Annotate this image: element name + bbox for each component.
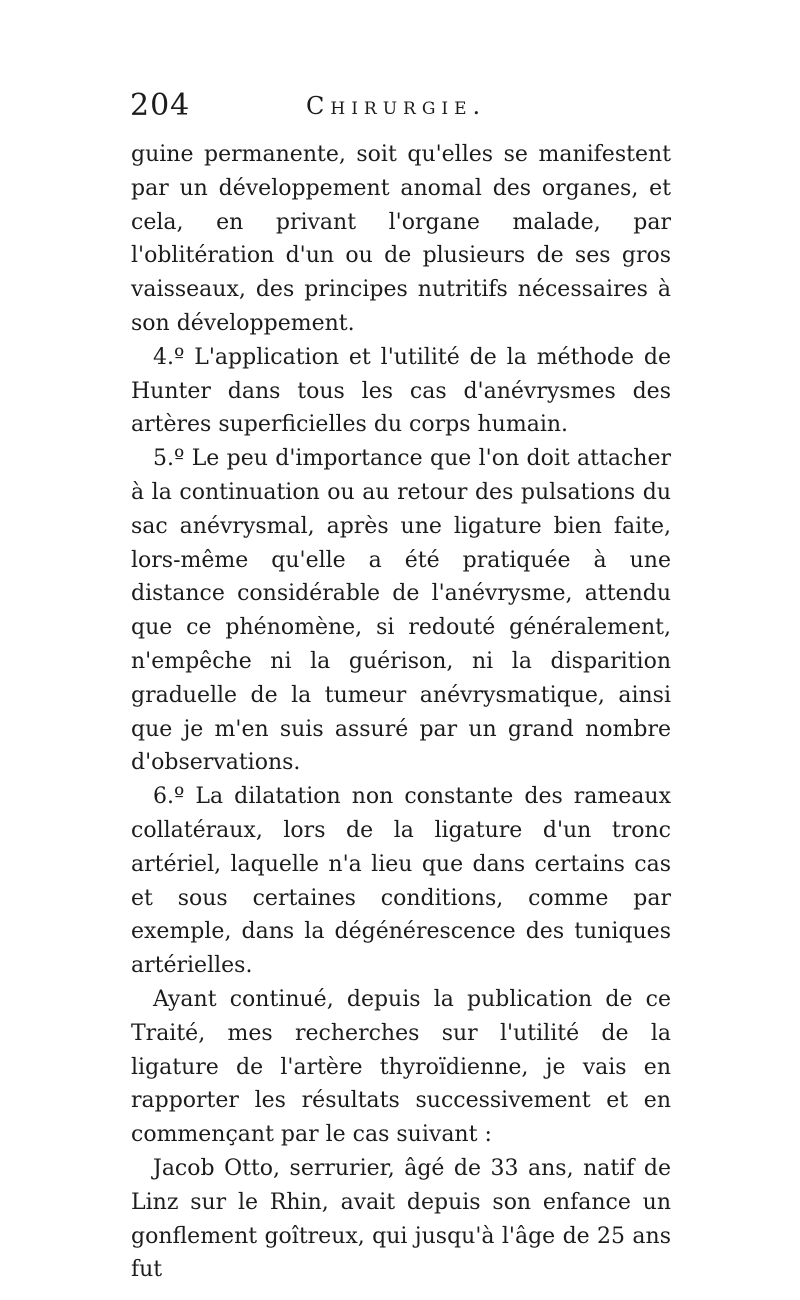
paragraph-item-6: 6.º La dilatation non constante des rameaux collatéraux, lors de la ligature d'un tronc artériel, laquelle n'a lieu que dans certains cas et sous certaines conditions, comme par exemple, dans la dégénérescence des tuniques artérielles. bbox=[131, 784, 671, 979]
paragraph-intro-case: Ayant continué, depuis la publication de ce Traité, mes recherches sur l'utilité de la ligature de l'artère thyroïdienne, je vais en rapporter les résultats successivement et en commençant par le cas suivant : bbox=[131, 986, 671, 1148]
paragraph-item-4: 4.º L'application et l'utilité de la méthode de Hunter dans tous les cas d'anévrysmes des artères superficielles du corps humain. bbox=[131, 344, 671, 438]
running-title: Chirurgie. bbox=[306, 92, 487, 120]
running-head bbox=[130, 88, 670, 128]
paragraph-continuation: guine permanente, soit qu'elles se manifestent par un développement anomal des organes, et cela, en privant l'organe malade, par l'oblitération d'un ou de plusieurs de ses gros vaisseaux, des principes nutritifs nécessaires à son développement. bbox=[131, 142, 671, 336]
page-number: 204 bbox=[130, 88, 191, 123]
paragraph-item-5: 5.º Le peu d'importance que l'on doit attacher à la continuation ou au retour des pulsations du sac anévrysmal, après une ligature bien faite, lors-même qu'elle a été pratiquée à une distance considérable de l'anévrysme, attendu que ce phénomène, si redouté généralement, n'empêche ni la guérison, ni la disparition graduelle de la tumeur anévrysmatique, ainsi que je m'en suis assuré par un grand nombre d'observations. bbox=[131, 446, 671, 776]
paragraph-case-jacob-otto: Jacob Otto, serrurier, âgé de 33 ans, natif de Linz sur le Rhin, avait depuis son enfance un gonflement goîtreux, qui jusqu'à l'âge de 25 ans fut bbox=[131, 1155, 671, 1283]
body-text bbox=[131, 138, 671, 1287]
